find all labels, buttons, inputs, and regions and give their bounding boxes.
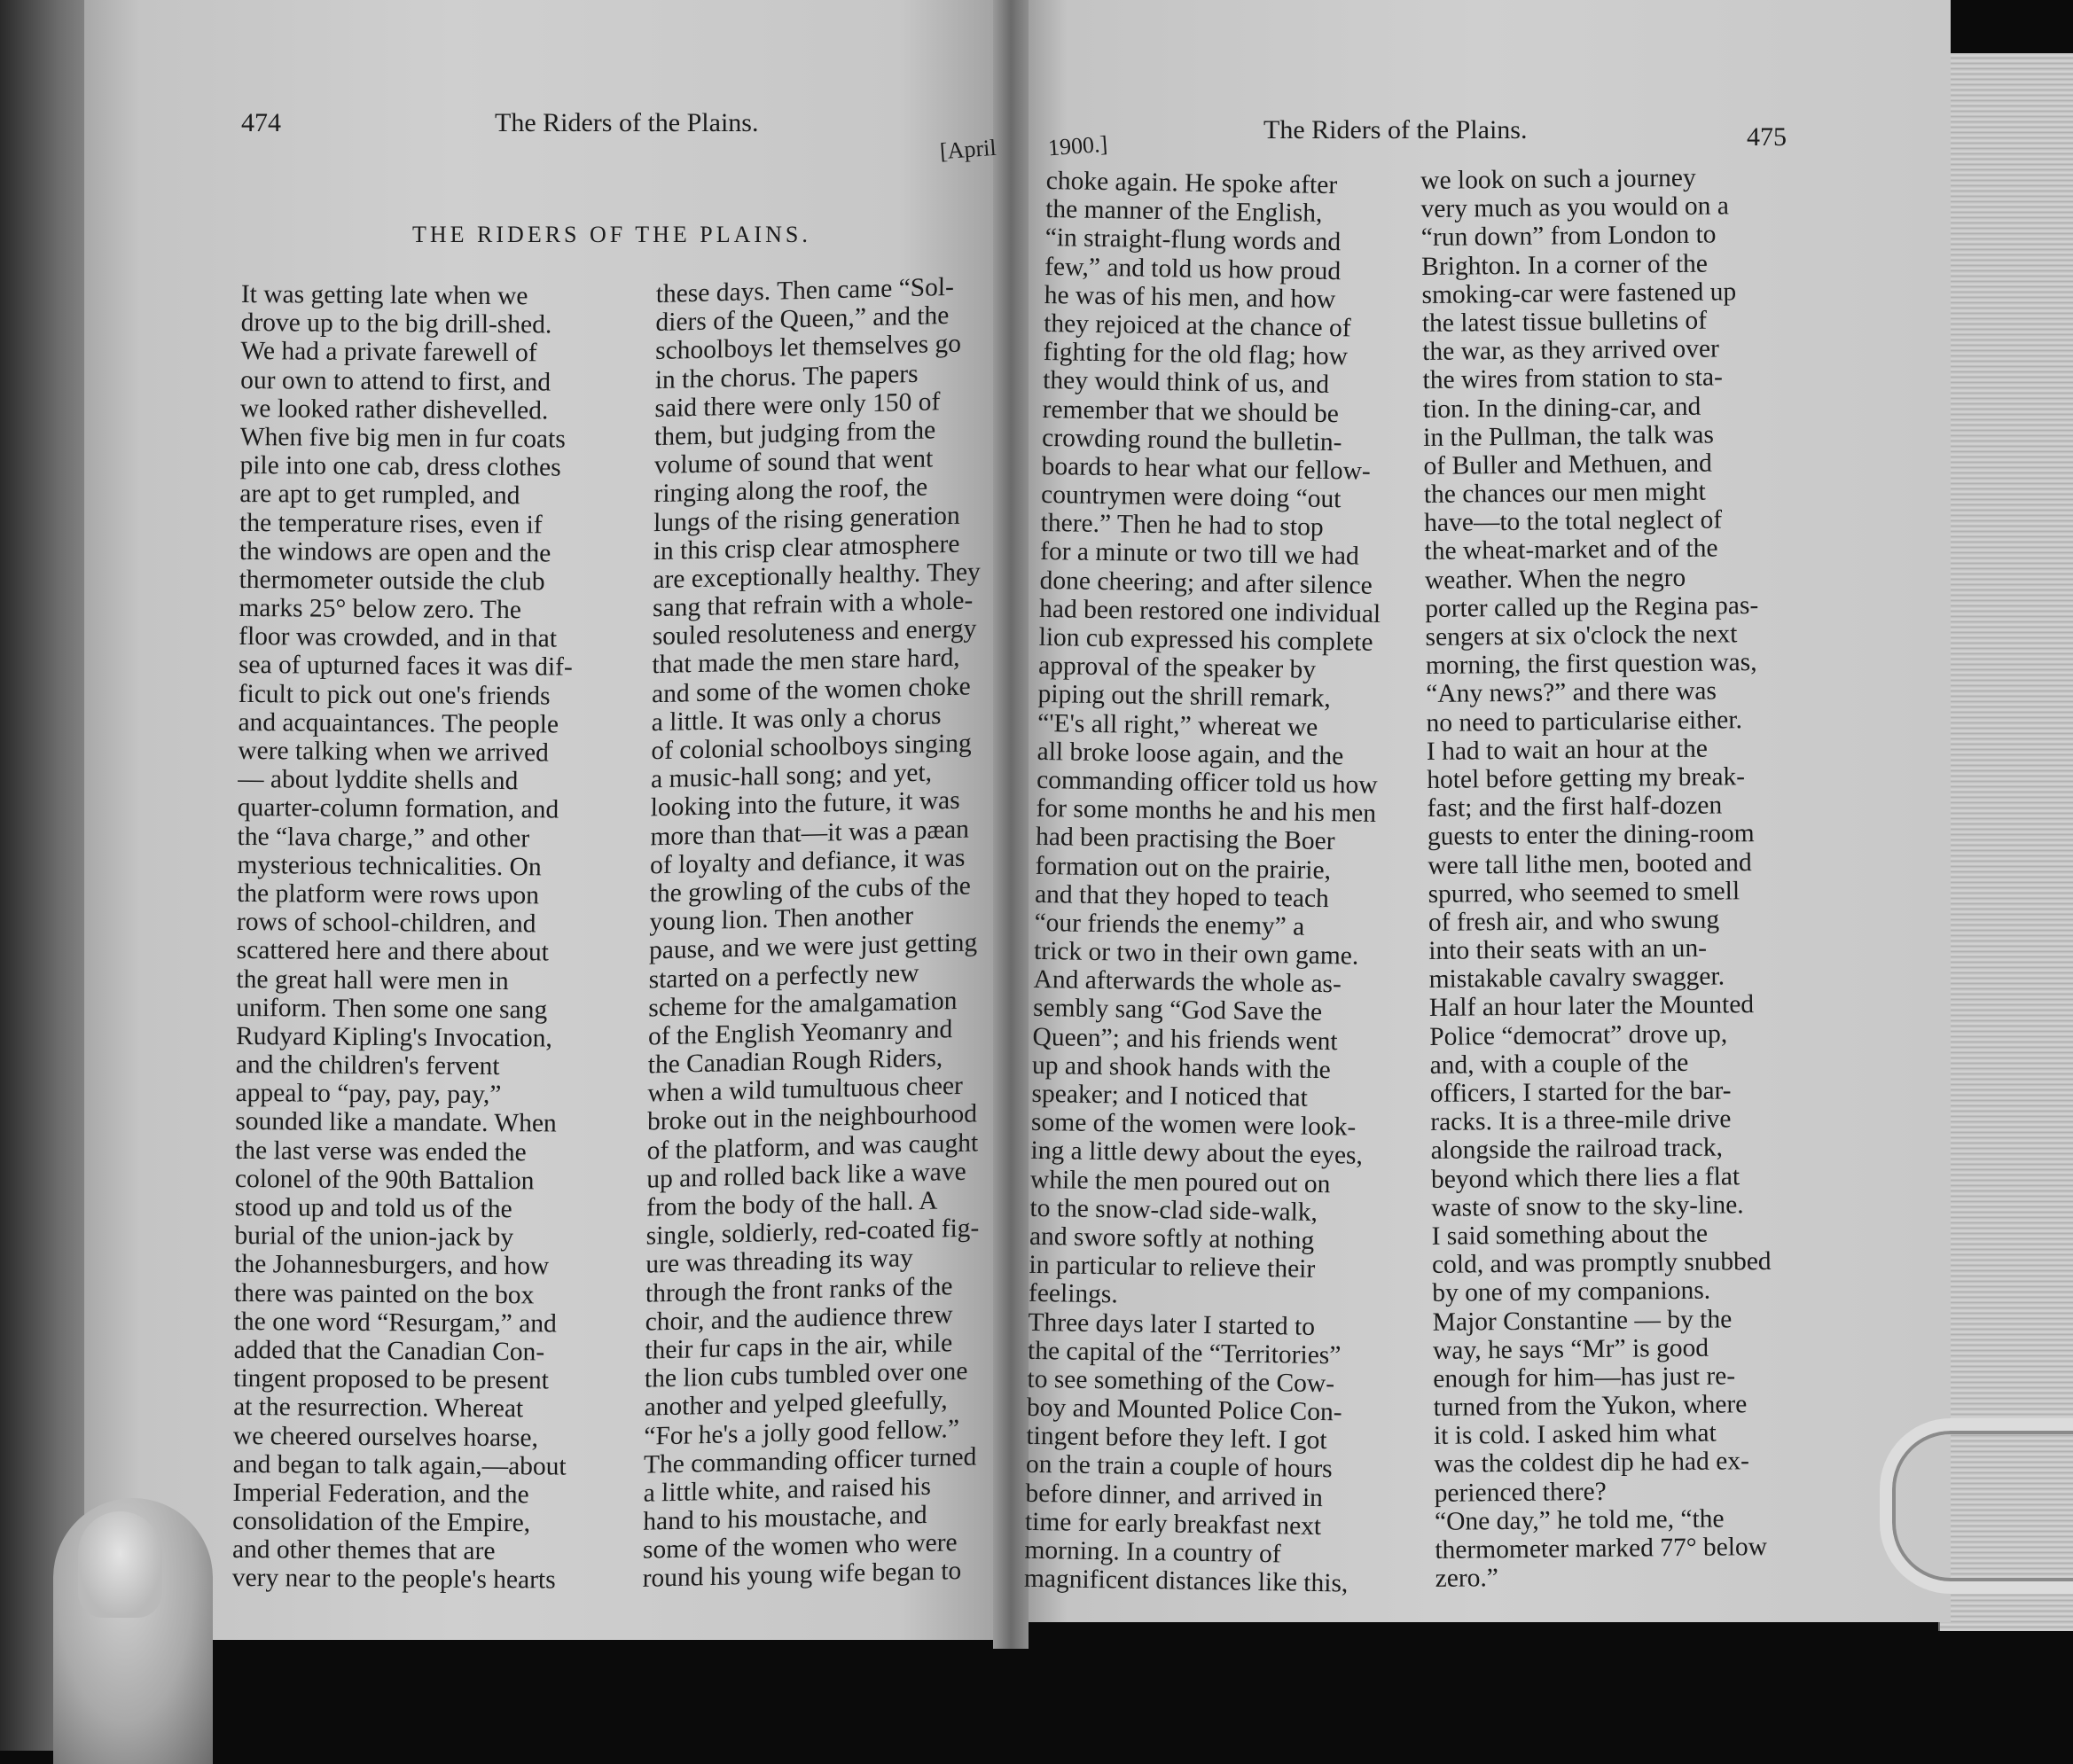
text-line: there was painted on the box bbox=[233, 1278, 535, 1309]
text-line: of Buller and Methuen, and bbox=[1423, 449, 1712, 480]
text-line: to see something of the Cow- bbox=[1027, 1364, 1335, 1399]
text-line: round his young wife began to bbox=[642, 1557, 962, 1594]
text-line: their fur caps in the air, while bbox=[645, 1329, 953, 1365]
text-line: Queen”; and his friends went bbox=[1032, 1022, 1338, 1056]
text-line: burial of the union-jack by bbox=[234, 1222, 514, 1253]
text-line: ing a little dewy about the eyes, bbox=[1030, 1136, 1364, 1171]
text-line: quarter-column formation, and bbox=[237, 793, 559, 824]
text-line: piping out the shrill remark, bbox=[1037, 680, 1332, 714]
text-line: of fresh air, and who swung bbox=[1428, 905, 1720, 937]
text-line: cold, and was promptly snubbed bbox=[1431, 1247, 1772, 1280]
text-line: smoking-car were fastened up bbox=[1421, 277, 1737, 309]
right-running-title: The Riders of the Plains. bbox=[1263, 115, 1528, 144]
text-line: for some months he and his men bbox=[1036, 794, 1377, 829]
left-running-title: The Riders of the Plains. bbox=[495, 108, 759, 137]
text-line: alongside the railroad track, bbox=[1430, 1133, 1724, 1166]
text-line: when a wild tumultuous cheer bbox=[647, 1072, 964, 1108]
text-line: fighting for the old flag; how bbox=[1043, 338, 1349, 371]
text-line: formation out on the prairie, bbox=[1035, 851, 1332, 885]
text-line: at the resurrection. Whereat bbox=[233, 1393, 524, 1424]
book-edge-left bbox=[0, 0, 98, 1751]
text-line: scattered here and there about bbox=[236, 936, 549, 967]
text-line: pile into one cab, dress clothes bbox=[239, 451, 561, 482]
text-line: and some of the women choke bbox=[651, 672, 971, 708]
text-line: very much as you would on a bbox=[1420, 191, 1730, 224]
text-line: of loyalty and defiance, it was bbox=[649, 843, 966, 880]
text-line: the platform were rows upon bbox=[237, 878, 540, 910]
text-line: to the snow-clad side-walk, bbox=[1029, 1193, 1318, 1227]
text-line: more than that—it was a pæan bbox=[650, 815, 970, 851]
text-line: the manner of the English, bbox=[1044, 195, 1323, 229]
text-line: guests to enter the dining-room bbox=[1427, 819, 1755, 852]
text-line: mistakable cavalry swagger. bbox=[1428, 962, 1725, 995]
text-line: were talking when we arrived bbox=[238, 736, 549, 768]
text-line: said there were only 150 of bbox=[654, 386, 941, 423]
text-line: they would think of us, and bbox=[1042, 366, 1330, 400]
text-line: up and rolled back like a wave bbox=[646, 1157, 966, 1194]
text-line: they rejoiced at the chance of bbox=[1043, 308, 1351, 343]
binder-clip bbox=[1880, 1418, 2073, 1594]
text-line: Half an hour later the Mounted bbox=[1428, 990, 1755, 1023]
text-line: the Canadian Rough Riders, bbox=[647, 1043, 943, 1080]
text-line: fast; and the first half-dozen bbox=[1427, 791, 1723, 823]
text-line: the growling of the cubs of the bbox=[649, 871, 971, 909]
text-line: “our friends the enemy” a bbox=[1034, 908, 1305, 941]
text-line: the one word “Resurgam,” and bbox=[233, 1307, 557, 1339]
text-line: them, but judging from the bbox=[653, 416, 936, 452]
text-line: diers of the Queen,” and the bbox=[655, 301, 950, 338]
right-running-year: 1900.] bbox=[1047, 130, 1109, 161]
text-line: some of the women who were bbox=[642, 1528, 958, 1565]
text-line: started on a perfectly new bbox=[648, 958, 919, 994]
text-line: and other themes that are bbox=[231, 1535, 496, 1566]
text-line: sengers at six o'clock the next bbox=[1425, 620, 1738, 652]
text-line: uniform. Then some one sang bbox=[236, 993, 548, 1025]
text-line: while the men poured out on bbox=[1029, 1165, 1331, 1198]
text-line: are apt to get rumpled, and bbox=[239, 480, 520, 511]
text-line: drove up to the big drill-shed. bbox=[240, 308, 552, 340]
text-line: of the English Yeomanry and bbox=[647, 1014, 953, 1051]
text-line: single, soldierly, red-coated fig- bbox=[645, 1214, 980, 1251]
text-line: pause, and we were just getting bbox=[648, 928, 978, 965]
text-line: through the front ranks of the bbox=[645, 1271, 953, 1308]
text-line: the windows are open and the bbox=[239, 536, 551, 568]
text-line: beyond which there lies a flat bbox=[1430, 1161, 1741, 1194]
text-line: the wires from station to sta- bbox=[1422, 363, 1724, 395]
text-line: magnificent distances like this, bbox=[1023, 1564, 1349, 1598]
text-line: stood up and told us of the bbox=[234, 1192, 512, 1224]
text-line: enough for him—has just re- bbox=[1433, 1362, 1736, 1393]
text-line: rows of school-children, and bbox=[236, 908, 536, 939]
text-line: Major Constantine — by the bbox=[1432, 1304, 1733, 1337]
text-line: and swore softly at nothing bbox=[1029, 1222, 1315, 1255]
text-line: broke out in the neighbourhood bbox=[646, 1099, 978, 1136]
text-line: was the coldest dip he had ex- bbox=[1434, 1447, 1750, 1479]
text-column-3 bbox=[1024, 167, 1419, 1599]
text-line: very near to the people's hearts bbox=[231, 1564, 556, 1595]
text-line: the chances our men might bbox=[1423, 477, 1706, 510]
text-line: are exceptionally healthy. They bbox=[653, 558, 981, 595]
text-line: in particular to relieve their bbox=[1029, 1250, 1316, 1284]
text-line: “For he's a jolly good fellow.” bbox=[644, 1414, 960, 1451]
text-line: and acquaintances. The people bbox=[238, 707, 559, 739]
text-line: in this crisp clear atmosphere bbox=[653, 529, 960, 566]
text-line: boy and Mounted Police Con- bbox=[1026, 1393, 1342, 1427]
text-line: sounded like a mandate. When bbox=[235, 1107, 557, 1138]
text-line: And afterwards the whole as- bbox=[1033, 965, 1342, 999]
text-line: tingent before they left. I got bbox=[1026, 1422, 1327, 1456]
text-line: thermometer marked 77° below bbox=[1435, 1532, 1768, 1565]
text-line: from the body of the hall. A bbox=[645, 1186, 938, 1222]
text-line: tion. In the dining-car, and bbox=[1422, 392, 1701, 424]
text-line: marks 25° below zero. The bbox=[239, 594, 521, 625]
text-line: choke again. He spoke after bbox=[1045, 167, 1338, 200]
text-line: Three days later I started to bbox=[1028, 1307, 1316, 1341]
text-column-1 bbox=[232, 280, 631, 1596]
text-line: Police “democrat” drove up, bbox=[1429, 1019, 1728, 1051]
text-line: commanding officer told us how bbox=[1036, 765, 1378, 800]
left-page-number: 474 bbox=[241, 108, 281, 137]
text-line: in the chorus. The papers bbox=[654, 359, 919, 394]
text-line: added that the Canadian Con- bbox=[233, 1335, 545, 1367]
text-line: our own to attend to first, and bbox=[240, 365, 551, 397]
text-line: the lion cubs tumbled over one bbox=[644, 1356, 968, 1393]
text-line: a music-hall song; and yet, bbox=[650, 758, 933, 794]
text-line: sea of upturned faces it was dif- bbox=[238, 651, 573, 683]
article-title: THE RIDERS OF THE PLAINS. bbox=[412, 222, 811, 247]
text-line: officers, I started for the bar- bbox=[1429, 1076, 1732, 1108]
text-line: schoolboys let themselves go bbox=[654, 329, 962, 366]
text-line: weather. When the negro bbox=[1424, 563, 1686, 595]
text-line: and that they hoped to teach bbox=[1034, 879, 1330, 913]
text-line: Rudyard Kipling's Invocation, bbox=[235, 1021, 552, 1053]
text-line: choir, and the audience threw bbox=[645, 1300, 953, 1337]
text-line: up and shook hands with the bbox=[1031, 1050, 1332, 1084]
text-line: hand to his moustache, and bbox=[643, 1501, 927, 1536]
text-line: the last verse was ended the bbox=[235, 1136, 527, 1167]
text-line: Brighton. In a corner of the bbox=[1421, 249, 1709, 281]
text-line: have—to the total neglect of bbox=[1424, 505, 1723, 538]
text-line: “in straight-flung words and bbox=[1044, 223, 1342, 257]
text-line: the wheat-market and of the bbox=[1424, 534, 1718, 566]
text-line: volume of sound that went bbox=[653, 444, 934, 480]
text-line: trick or two in their own game. bbox=[1033, 936, 1359, 971]
text-line: crowding round the bulletin- bbox=[1041, 423, 1342, 457]
text-line: had been practising the Boer bbox=[1035, 823, 1335, 856]
text-line: few,” and told us how proud bbox=[1044, 252, 1342, 285]
text-line: floor was crowded, and in that bbox=[239, 622, 558, 653]
text-line: by one of my companions. bbox=[1432, 1276, 1711, 1308]
text-line: mysterious technicalities. On bbox=[237, 850, 542, 882]
text-line: the “lava charge,” and other bbox=[237, 822, 530, 853]
text-line: “One day,” he told me, “the bbox=[1434, 1504, 1725, 1536]
text-line: time for early breakfast next bbox=[1024, 1507, 1322, 1541]
book-page-edges bbox=[1938, 53, 2073, 1631]
text-line: in the Pullman, the talk was bbox=[1423, 420, 1715, 452]
text-line: I had to wait an hour at the bbox=[1426, 734, 1709, 766]
text-line: way, he says “Mr” is good bbox=[1432, 1333, 1709, 1365]
text-line: hotel before getting my break- bbox=[1427, 762, 1746, 794]
text-line: lungs of the rising generation bbox=[653, 501, 960, 537]
text-line: the temperature rises, even if bbox=[239, 508, 543, 539]
text-line: feelings. bbox=[1028, 1279, 1119, 1309]
text-line: young lion. Then another bbox=[649, 902, 914, 937]
text-line: turned from the Yukon, where bbox=[1433, 1390, 1748, 1422]
text-line: ure was threading its way bbox=[645, 1244, 913, 1279]
text-line: remember that we should be bbox=[1042, 394, 1340, 428]
text-line: a little. It was only a chorus bbox=[651, 701, 942, 738]
text-line: scheme for the amalgamation bbox=[648, 986, 958, 1023]
text-line: Imperial Federation, and the bbox=[232, 1478, 529, 1510]
text-line: all broke loose again, and the bbox=[1036, 737, 1344, 771]
text-line: thermometer outside the club bbox=[239, 565, 545, 597]
text-line: no need to particularise either. bbox=[1426, 705, 1743, 738]
text-line: porter called up the Regina pas- bbox=[1425, 590, 1759, 623]
thumbnail bbox=[78, 1511, 162, 1618]
text-line: tingent proposed to be present bbox=[233, 1364, 550, 1395]
text-line: countrymen were doing “out bbox=[1040, 480, 1342, 514]
text-line: — about lyddite shells and bbox=[237, 765, 519, 796]
text-line: of the platform, and was caught bbox=[646, 1128, 979, 1166]
text-line: morning. In a country of bbox=[1024, 1535, 1281, 1569]
text-line: approval of the speaker by bbox=[1037, 652, 1317, 685]
text-line: done cheering; and after silence bbox=[1039, 566, 1373, 600]
text-line: perienced there? bbox=[1434, 1477, 1607, 1508]
text-line: the war, as they arrived over bbox=[1422, 334, 1719, 367]
text-line: sembly sang “God Save the bbox=[1032, 994, 1323, 1027]
text-line: some of the women were look- bbox=[1030, 1108, 1357, 1142]
text-line: he was of his men, and how bbox=[1044, 280, 1336, 314]
text-line: waste of snow to the sky-line. bbox=[1431, 1190, 1744, 1222]
text-line: I said something about the bbox=[1431, 1219, 1709, 1251]
text-line: It was getting late when we bbox=[240, 280, 528, 311]
text-line: another and yelped gleefully, bbox=[644, 1385, 948, 1423]
text-line: the Johannesburgers, and how bbox=[234, 1250, 550, 1281]
text-line: sang that refrain with a whole- bbox=[652, 586, 974, 623]
text-line: spurred, who seemed to smell bbox=[1428, 876, 1741, 909]
text-column-2 bbox=[642, 270, 1054, 1593]
text-line: ficult to pick out one's friends bbox=[238, 679, 551, 711]
text-line: that made the men stare hard, bbox=[652, 644, 960, 680]
text-line: we look on such a journey bbox=[1420, 163, 1696, 195]
text-line: we cheered ourselves hoarse, bbox=[232, 1421, 539, 1452]
text-line: into their seats with an un- bbox=[1428, 933, 1708, 966]
text-line: We had a private farewell of bbox=[240, 337, 537, 368]
right-page-number: 475 bbox=[1747, 122, 1787, 152]
text-line: and began to talk again,—about bbox=[232, 1449, 567, 1481]
text-line: the latest tissue bulletins of bbox=[1421, 306, 1708, 338]
text-line: lion cub expressed his complete bbox=[1038, 622, 1373, 657]
left-running-month: [April bbox=[939, 134, 997, 165]
text-line: of colonial schoolboys singing bbox=[651, 729, 972, 766]
text-line: and the children's fervent bbox=[235, 1050, 500, 1081]
text-line: on the train a couple of hours bbox=[1025, 1450, 1333, 1484]
text-line: there.” Then he had to stop bbox=[1040, 509, 1324, 542]
text-line: boards to hear what our fellow- bbox=[1041, 451, 1371, 486]
text-line: and, with a couple of the bbox=[1429, 1048, 1689, 1080]
text-line: for a minute or two till we had bbox=[1039, 537, 1360, 572]
text-line: the capital of the “Territories” bbox=[1027, 1336, 1342, 1370]
text-line: looking into the future, it was bbox=[650, 786, 960, 823]
text-line: When five big men in fur coats bbox=[239, 422, 566, 454]
text-line: “Any news?” and there was bbox=[1426, 676, 1717, 709]
text-line: “'E's all right,” whereat we bbox=[1036, 708, 1318, 742]
text-line: colonel of the 90th Battalion bbox=[234, 1164, 535, 1196]
text-line: zero.” bbox=[1435, 1564, 1499, 1594]
text-line: the great hall were men in bbox=[236, 964, 509, 995]
text-line: racks. It is a three-mile drive bbox=[1430, 1104, 1732, 1137]
text-line: it is cold. I asked him what bbox=[1433, 1418, 1717, 1451]
text-line: before dinner, and arrived in bbox=[1025, 1479, 1324, 1512]
text-line: a little white, and raised his bbox=[643, 1471, 932, 1508]
text-line: consolidation of the Empire, bbox=[232, 1507, 531, 1538]
text-line: speaker; and I noticed that bbox=[1031, 1079, 1309, 1112]
text-line: souled resoluteness and energy bbox=[652, 614, 977, 652]
text-line: were tall lithe men, booted and bbox=[1428, 847, 1752, 880]
text-line: “run down” from London to bbox=[1420, 220, 1717, 253]
text-line: The commanding officer turned bbox=[643, 1442, 977, 1479]
text-line: we looked rather dishevelled. bbox=[239, 394, 549, 425]
text-column-4 bbox=[1420, 163, 1808, 1594]
text-line: ringing along the roof, the bbox=[653, 472, 928, 509]
text-line: appeal to “pay, pay, pay,” bbox=[235, 1079, 502, 1110]
text-line: these days. Then came “Sol- bbox=[655, 272, 955, 309]
text-line: had been restored one individual bbox=[1038, 594, 1381, 628]
text-line: morning, the first question was, bbox=[1425, 648, 1757, 681]
